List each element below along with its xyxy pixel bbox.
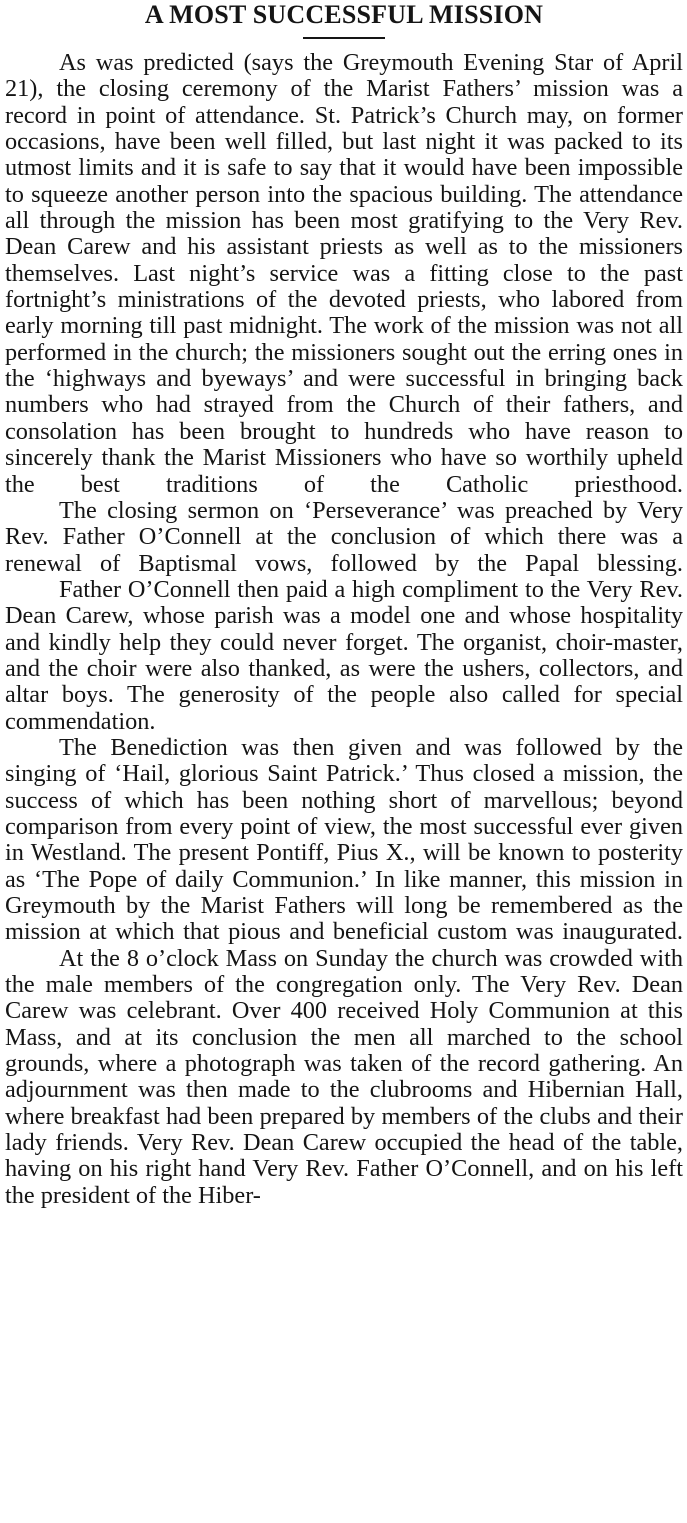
paragraph-5: At the 8 o’clock Mass on Sunday the church was crowded with the male members of the congregation only. The Very Rev. Dean Carew was celebrant. Over 400 received Holy Communion at this Mass, and at its conclusion the men all marched to the school grounds, where a photograph was taken of the record gathering. An adjournment was then made to the clubrooms and Hibernian Hall, where breakfast had been prepared by members of the clubs and their lady friends. Very Rev. Dean Carew occupied the head of the table, having on his right hand Very Rev. Father O’Connell, and on his left the president of the Hiber- [5, 944, 683, 1209]
headline-rule [303, 37, 385, 39]
paragraph-3: Father O’Connell then paid a high compliment to the Very Rev. Dean Carew, whose parish was a model one and whose hospitality and kindly help they could never forget. The organist, choir-master, and the choir were also thanked, as were the ushers, collectors, and altar boys. The generosity of the people also called for special commendation. [5, 575, 683, 735]
paragraph-2: The closing sermon on ‘Perseverance’ was preached by Very Rev. Father O’Connell at the conclusion of which there was a renewal of Baptismal vows, followed by the Papal blessing. [5, 496, 683, 577]
paragraph-1: As was predicted (says the Greymouth Evening Star of April 21), the closing ceremony of the Marist Fathers’ mission was a record in point of attendance. St. Patrick’s Church may, on former occasions, have been well filled, but last night it was packed to its utmost limits and it is safe to say that it would have been impossible to squeeze another person into the spacious building. The attendance all through the mission has been most gratifying to the Very Rev. Dean Carew and his assistant priests as well as to the missioners themselves. Last night’s service was a fitting close to the past fortnight’s ministrations of the devoted priests, who labored from early morning till past midnight. The work of the mission was not all performed in the church; the missioners sought out the erring ones in the ‘highways and byeways’ and were successful in bringing back numbers who had strayed from the Church of their fathers, and consolation has been brought to hundreds who have reason to sincerely thank the Marist Missioners who have so worthily upheld the best traditions of the Catholic priesthood. [5, 49, 683, 498]
article-body [5, 50, 683, 1209]
headline: A MOST SUCCESSFUL MISSION [144, 0, 544, 29]
paragraph-4: The Benediction was then given and was followed by the singing of ‘Hail, glorious Saint Patrick.’ Thus closed a mission, the success of which has been nothing short of marvellous; beyond comparison from every point of view, the most successful ever given in Westland. The present Pontiff, Pius X., will be known to posterity as ‘The Pope of daily Communion.’ In like manner, this mission in Greymouth by the Marist Fathers will long be remembered as the mission at which that pious and beneficial custom was inaugurated. [5, 733, 683, 946]
